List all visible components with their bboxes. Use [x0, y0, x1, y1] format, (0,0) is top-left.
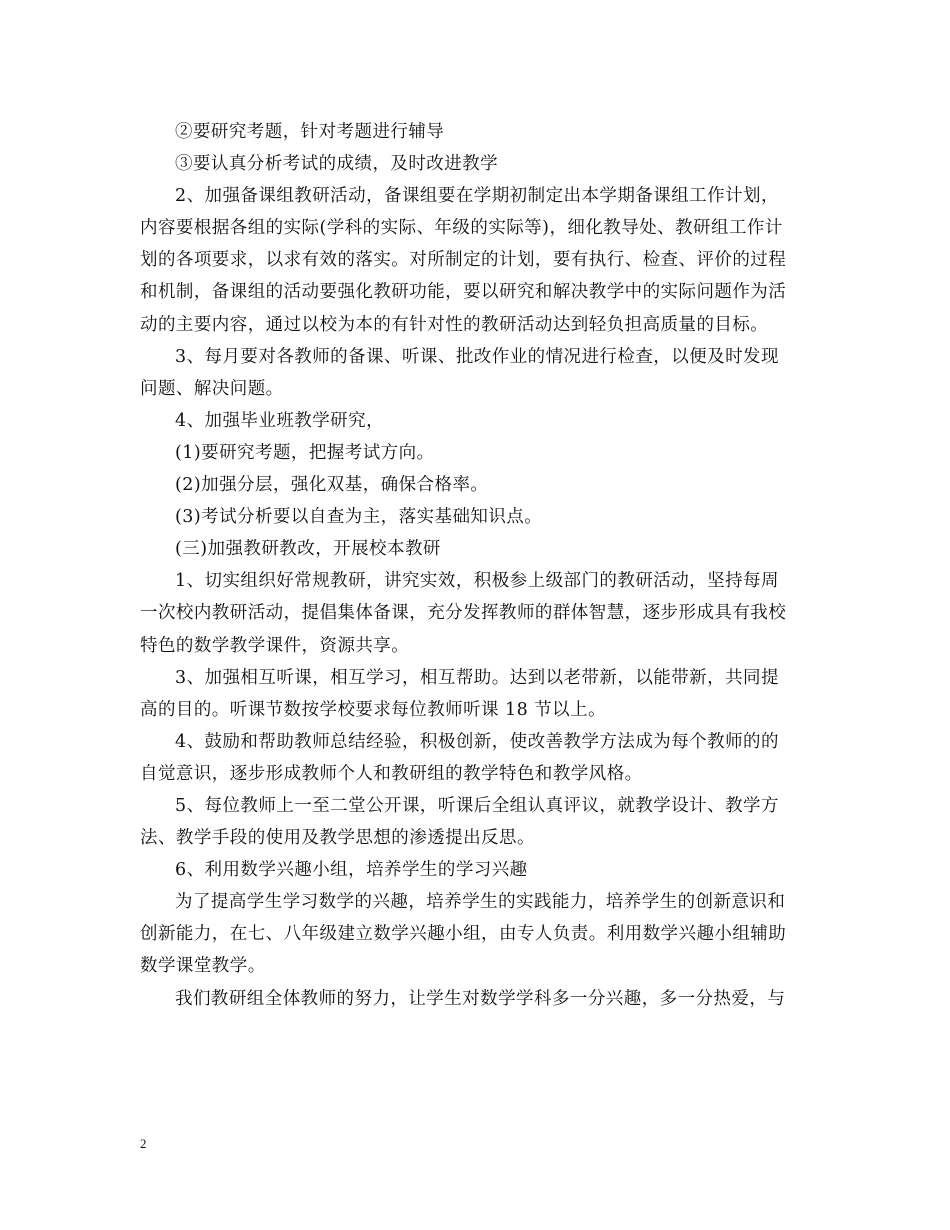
- text-line: 高的目的。听课节数按学校要求每位教师听课 18 节以上。: [140, 699, 606, 720]
- document-body: [140, 116, 810, 1015]
- text-line: 划的各项要求，以求有效的落实。对所制定的计划，要有执行、检查、评价的过程: [140, 250, 787, 271]
- text-line: ②要研究考题，针对考题进行辅导: [175, 122, 445, 142]
- text-line: 问题、解决问题。: [140, 378, 284, 399]
- text-line: 法、教学手段的使用及教学思想的渗透提出反思。: [140, 828, 535, 849]
- text-line: (2)加强分层，强化双基，确保合格率。: [175, 475, 489, 496]
- text-line: (3)考试分析要以自查为主，落实基础知识点。: [175, 507, 543, 528]
- text-line: 创新能力，在七、八年级建立数学兴趣小组，由专人负责。利用数学兴趣小组辅助: [140, 924, 787, 945]
- text-line: 2、加强备课组教研活动，备课组要在学期初制定出本学期备课组工作计划，: [175, 186, 779, 207]
- text-line: 6、利用数学兴趣小组，培养学生的学习兴趣: [175, 860, 528, 881]
- text-line: 1、切实组织好常规教研，讲究实效，积极参上级部门的教研活动，坚持每周: [175, 571, 779, 592]
- text-line: 动的主要内容，通过以校为本的有针对性的教研活动达到轻负担高质量的目标。: [140, 314, 769, 335]
- text-line: ③要认真分析考试的成绩，及时改进教学: [175, 154, 499, 175]
- text-line: 5、每位教师上一至二堂公开课，听课后全组认真评议，就教学设计、教学方: [175, 795, 779, 816]
- text-line: (1)要研究考题，把握考试方向。: [175, 442, 435, 463]
- text-line: 内容要根据各组的实际(学科的实际、年级的实际等)，细化教导处、教研组工作计: [140, 218, 783, 239]
- text-line: (三)加强教研教改，开展校本教研: [175, 539, 441, 560]
- page-number: 2: [140, 1136, 147, 1151]
- text-line: 特色的数学教学课件，资源共享。: [140, 635, 410, 656]
- text-line: 3、加强相互听课，相互学习，相互帮助。达到以老带新，以能带新，共同提: [175, 667, 779, 688]
- text-line: 3、每月要对各教师的备课、听课、批改作业的情况进行检查，以便及时发现: [175, 346, 779, 367]
- text-line: 和机制，备课组的活动要强化教研功能，要以研究和解决教学中的实际问题作为活: [140, 282, 787, 303]
- text-line: 为了提高学生学习数学的兴趣，培养学生的实践能力，培养学生的创新意识和: [175, 892, 786, 913]
- text-line: 4、加强毕业班教学研究，: [175, 410, 385, 431]
- text-line: 4、鼓励和帮助教师总结经验，积极创新，使改善教学方法成为每个教师的的: [175, 731, 779, 752]
- text-line: 一次校内教研活动，提倡集体备课，充分发挥教师的群体智慧，逐步形成具有我校: [140, 603, 787, 624]
- text-line: 自觉意识，逐步形成教师个人和教研组的教学特色和教学风格。: [140, 763, 643, 784]
- text-line: 我们教研组全体教师的努力，让学生对数学学科多一分兴趣，多一分热爱，与: [175, 988, 786, 1009]
- text-line: 数学课堂教学。: [140, 956, 266, 977]
